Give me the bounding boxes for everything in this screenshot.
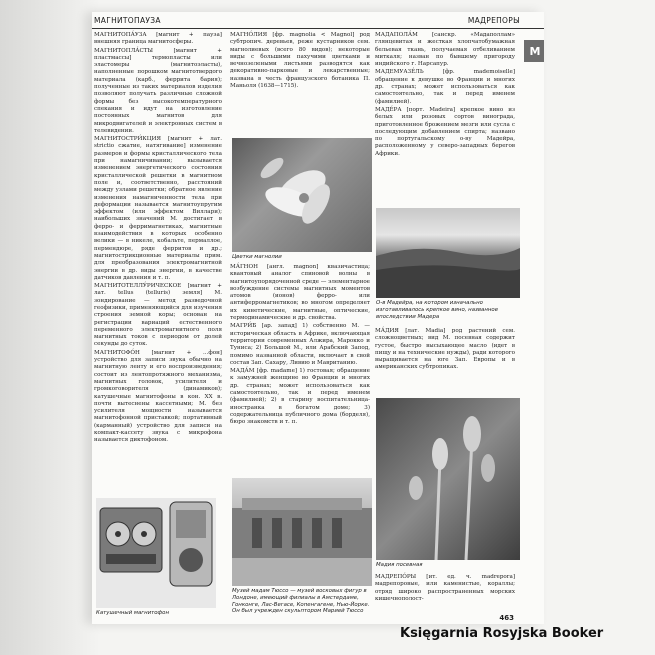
madeira-island-photo <box>376 208 520 298</box>
column-3-lower <box>375 574 515 604</box>
dictionary-page <box>92 12 544 624</box>
entry-magrib: МАГРИ́Б [ар. запад] 1) собственно М. — историческая область в Африке, включающая территории современных Алжира, Марокко и Туниса; 2) Большой М., или Арабский Запод, помимо названной области, включает в свой состав Зап. Сахару, Ливию и Мавританию. <box>230 323 370 366</box>
tape-recorder-image <box>96 498 216 608</box>
column-1 <box>94 32 222 446</box>
entry-magnoliya: МАГНО́ЛИЯ [фр. magnolia < Magnol] род субтропич. деревьев, реже кустарников сем. магнолиевых (всего 80 видов); некоторые виды с большими пахучими цветками и вечнозелеными листьями разводятся как декоративно-парковые и лекарственные; названа в честь французского ботаника П. Маньоля (1638—1715). <box>230 32 370 90</box>
entry-madapolam: МАДАПОЛА́М [санскр. «Мадаполлам» глянцевитая и жесткая хлопчатобумажная бельевая ткань, получаемая отбеливанием миткаля; назван по бывшему пригороду индийского г. Нарсапур. <box>375 32 515 68</box>
entry-madiya: МА́ДИЯ [лат. Madia] род растений сем. сложноцветных; вид М. посевная содержит густое, быстро высыхающее масло (идет в пищу и на технические нужды), ради которого выращивается на юге Зап. Европы и в американских субтропиках. <box>375 328 515 371</box>
entry-madam: МАДА́М [фр. madame] 1) гостовая; обращение к замужней женщине во Франции и многих др. странах; может использоваться как самостоятельно, так и перед именем (фамилией); 2) в старину воспитательница-иностранка в богатом доме; 3) содержательница публичного дома (борделя), бюро знакомств и т. п. <box>230 368 370 426</box>
book-fold-shadow <box>0 0 100 655</box>
caption-madeira: О-в Мадейра, на котором изначально изготавливалось крепкое вино, названное впоследствии Мадера <box>376 300 499 320</box>
caption-madia: Мадия посевная <box>376 562 423 568</box>
seller-watermark: Księgarnia Rosyjska Booker <box>400 626 604 641</box>
magnolia-flower-drawing <box>232 138 372 252</box>
madame-tussauds-building-drawing <box>232 478 372 586</box>
magnolia-photo <box>232 138 372 252</box>
entry-magnitostrikciya: МАГНИТОСТРИ́КЦИЯ [магнит + лат. strictio сжатие, натягивание] изменение размеров и формы кристаллического тела при намагничивании; вызывается изменением энергетического состояния кристаллической решетки в магнитном поле и, соответственно, расстояний между узлами решетки; обратное явление изменения намагниченности тела при деформации называется магнитоупругим эффектом (или эффектом Виллари); наибольших значений М. достигает в ферро- и ферримагнетиках, магнитные взаимодействия в которых особенно велики — в никеле, кобальте, пермаллое, пермендюре, ряде ферритов и др.; магнитострикционные материалы прим. для преобразования электромагнитной энергии в др. виды энергии, в качестве датчиков давления и т. п. <box>94 136 222 281</box>
column-3-middle <box>375 328 515 373</box>
caption-recorder: Катушечный магнитофон <box>96 610 169 616</box>
entry-magnitofon: МАГНИТОФО́Н [магнит + ...фон] устройство для записи звука обычно на магнитную ленту и его воспроизведения; состоит из лентопротяжного механизма, магнитных головок, усилителя и громкоговорителя (динамиков); катушечные магнитофоны в кон. XX в. почти вытеснены кассетными; М. без усилителя мощности называется магнитофонной приставкой; портативный (карманный) устройство для записи на компакт-кассету звука с микрофона называется диктофоном. <box>94 349 222 444</box>
tape-recorder-drawing <box>96 498 216 608</box>
madeira-coast-drawing <box>376 208 520 298</box>
madia-plant-photo <box>376 398 520 560</box>
entry-magnitopauza: МАГНИТОПА́УЗА [магнит + пауза] внешняя граница магнитосферы. <box>94 32 222 46</box>
madame-tussauds-photo <box>232 478 372 586</box>
header-left-word: МАГНИТОПАУЗА <box>94 16 161 25</box>
caption-magnolia: Цветки магнолии <box>232 254 282 260</box>
column-2 <box>230 32 370 91</box>
entry-madera: МАДЕ́РА [порт. Madeira] крепкое вино из белых или розовых сортов винограда, приготовленное брожением мезги или сусла с последующим добавлением спирта; названо по португальскому о-ву Мадейра, расположенному у северо-западных берегов Африки. <box>375 106 515 157</box>
header-right-word: МАДРЕПОРЫ <box>467 16 520 25</box>
running-header <box>92 16 544 29</box>
page-number: 463 <box>499 614 514 622</box>
entry-magnitotelluricheskoe: МАГНИТОТЕЛЛУ́РИЧЕСКОЕ [магнит + лат. tellus (telluris) земля] М. зондирование — метод разведочной геофизики, применяющийся для изучения строения земной коры; основан на регистрации вариаций естественного переменного электромагнитного поля магнитных токов с периодом от долей секунды до суток. <box>94 283 222 348</box>
column-3 <box>375 32 515 159</box>
column-2-lower <box>230 264 370 428</box>
entry-madrepory: МАДРЕПО́РЫ [ит. ед. ч. madrepora] мадрепоровые, или каменистые, кораллы; отряд широко распространенных морских кишечнополост- <box>375 574 515 602</box>
madia-plant-drawing <box>376 398 520 560</box>
caption-madam: Музей мадам Тюссо — музей восковых фигур в Лондоне, имеющий филиалы в Амстердаме, Гонконге, Лас-Вегасе, Копенгагене, Нью-Йорке. Он был учрежден скульптором Марией Тюссо <box>232 588 370 615</box>
entry-magnitoplasty: МАГНИТОПЛА́СТЫ [магнит + пластмассы] термопласты или эластомеры (магнитоэласты), наполненные порошком магнитотвердого материала (карб., феррита бария); полученные из таких материалов изделия позволяют получать различные сложной формы без высокотемпературного спекания и идут на изготовление постоянных магнитов для микродвигателей и электронных систем в телевидении. <box>94 47 222 134</box>
letter-tab: М <box>524 40 544 62</box>
entry-mademuazel: МАДЕМУАЗЕ́ЛЬ [фр. mademoiselle] обращение к девушке во Франции и многих др. странах; может использоваться как самостоятельно, так и перед именем (фамилией). <box>375 69 515 105</box>
entry-magnon: МА́ГНОН [англ. magnon] квазичастица; квантовый аналог спиновой волны в магнитоупорядоченной среде — элементарное возбуждение системы магнитных моментов атомов (ионов) ферро- или антиферромагнетиков; во многом определяет их кинетические, магнитные, оптические, термодинамические и др. свойства. <box>230 264 370 322</box>
